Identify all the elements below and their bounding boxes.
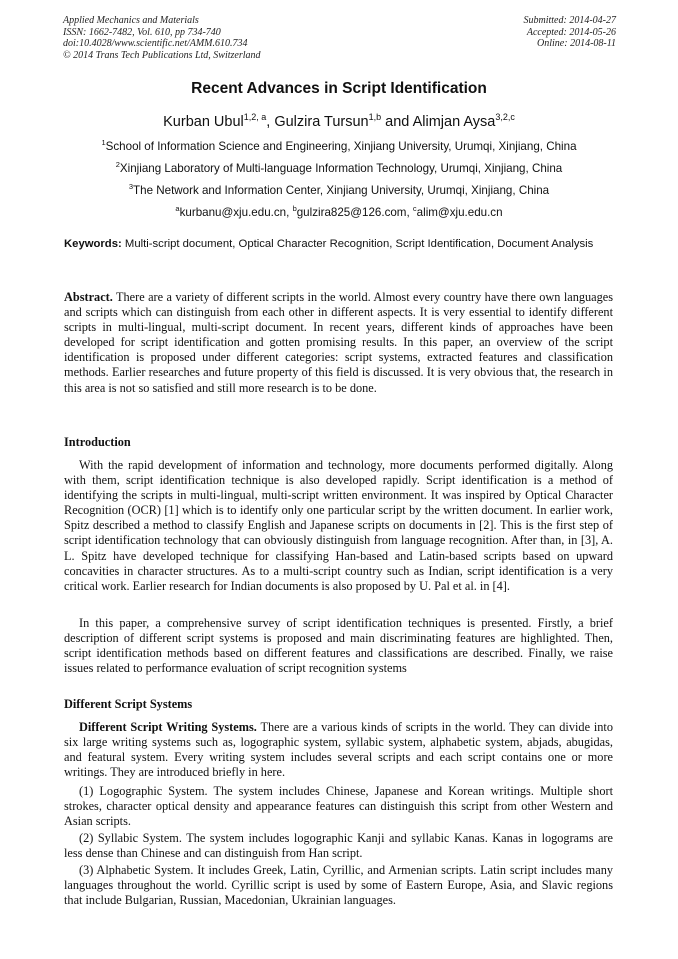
email-address[interactable]: gulzira825@126.com,	[296, 206, 413, 219]
abstract-text: There are a variety of different scripts in the world. Almost every country have there own languages and scripts which can distinguish from each other in different aspects. It is very essential to identify different scripts in multi-lingual, multi-script document. In recent years, different kinds of approaches have been developed for script identification and gotten promising results. In this paper, an overview of the script identification is proposed under different categories: script systems, extracted features and classification methods. Earlier researches and future property of this field is discussed. It is very obvious that, the research in this area is not so satisfied and still more research is to be done.	[64, 290, 613, 395]
submission-dates	[524, 15, 617, 50]
affiliation-text: School of Information Science and Engineering, Xinjiang University, Urumqi, Xinjiang, China	[105, 140, 577, 153]
paragraph: (3) Alphabetic System. It includes Greek, Latin, Cyrillic, and Armenian scripts. Latin script includes many languages throughout the world. Cyrillic script is used by some of Eastern Europe, Asia, and Slavic regions that include Bulgarian, Russian, Macedonian, Ukrainian languages.	[64, 863, 613, 908]
paragraph	[64, 720, 613, 780]
email-address[interactable]: kurbanu@xju.edu.cn,	[179, 206, 293, 219]
author-separator: and	[381, 114, 413, 130]
online-date: Online: 2014-08-11	[537, 38, 616, 49]
section-heading-different-script-systems: Different Script Systems	[64, 697, 193, 711]
paper-title: Recent Advances in Script Identification	[191, 80, 487, 97]
keywords-text: Multi-script document, Optical Character Recognition, Script Identification, Document Analysis	[121, 238, 594, 250]
journal-info	[63, 15, 261, 61]
author-name: Alimjan Aysa	[412, 114, 496, 130]
copyright-line: © 2014 Trans Tech Publications Ltd, Switzerland	[63, 49, 261, 61]
author-name: Gulzira Tursun	[274, 114, 369, 130]
keywords-section	[64, 238, 613, 252]
journal-name: Applied Mechanics and Materials	[63, 15, 199, 26]
doi-line: doi:10.4028/www.scientific.net/AMM.610.734	[63, 38, 248, 49]
abstract-label: Abstract.	[64, 290, 113, 304]
author-separator: ,	[266, 114, 275, 130]
run-in-heading: Different Script Writing Systems.	[79, 720, 257, 734]
abstract	[64, 290, 613, 396]
affiliation-number: 1	[101, 138, 106, 147]
email-marker: c	[412, 204, 417, 213]
affiliation	[0, 138, 678, 153]
email-marker: b	[292, 204, 297, 213]
email-address[interactable]: alim@xju.edu.cn	[416, 206, 503, 219]
author-affiliation-marker: 1,b	[368, 112, 382, 122]
issn-line: ISSN: 1662-7482, Vol. 610, pp 734-740	[63, 26, 221, 38]
keywords-label: Keywords:	[64, 238, 122, 250]
paragraph: In this paper, a comprehensive survey of script identification techniques is presented. Firstly, a brief description of different script systems is proposed and main discriminating features are highlighted. Then, script identification methods based on different features and classifications are described. Finally, we raise issues related to performance evaluation of script recognition systems	[64, 616, 613, 676]
section-heading-introduction: Introduction	[64, 435, 131, 449]
submitted-date: Submitted: 2014-04-27	[523, 15, 616, 26]
paragraph: With the rapid development of information and technology, more documents performed digitally. Along with them, script identification technique is also developed rapidly. Script identification is a method of identifying the scripts in multi-lingual, multi-script written environment. It was inspired by Optical Character Recognition (OCR) [1] which is to identify only one particular script by the written document. In earlier work, Spitz described a method to classify English and Japanese scripts on documents in [2]. This is the first step of script identification technology that can obviously distinguish from language recognition. After than, in [3], A. L. Spitz have developed technique for classifying Han-based and Latin-based scripts based on upward concavities in character structures. As to a multi-script country such as Indian, script identification is a very critical work. Earlier research for Indian documents is also proposed by U. Pal et al. in [4].	[64, 458, 613, 593]
affiliation-number: 3	[128, 182, 134, 191]
author-affiliation-marker: 3,2,c	[495, 112, 515, 122]
author-list	[0, 112, 678, 130]
paragraph: (1) Logographic System. The system includes Chinese, Japanese and Korean writings. Multiple short strokes, character optical density and appearance features can distinguish this script from other Western and Asian scripts.	[64, 784, 613, 829]
affiliation-number: 2	[115, 160, 120, 169]
author-affiliation-marker: 1,2, a	[243, 112, 267, 122]
affiliation-text: The Network and Information Center, Xinjiang University, Urumqi, Xinjiang, China	[133, 184, 550, 197]
paragraph: (2) Syllabic System. The system includes logographic Kanji and syllabic Kanas. Kanas in logograms are less dense than Chinese and can distinguish from Han script.	[64, 831, 613, 861]
accepted-date: Accepted: 2014-05-26	[526, 26, 616, 38]
affiliation	[0, 182, 678, 197]
paragraph-text: There are a various kinds of scripts in the world. They can divide into six large writing systems such as, logographic system, syllabic system, alphabetic system, abjads, abugidas, and featural system. Every writing system includes several scripts and each script contains one or more writings. They are introduced briefly in here.	[64, 720, 613, 780]
affiliation-text: Xinjiang Laboratory of Multi-language Information Technology, Urumqi, Xinjiang, China	[119, 162, 563, 175]
author-name: Kurban Ubul	[163, 114, 244, 130]
author-emails	[0, 204, 678, 219]
affiliation	[0, 160, 678, 175]
email-marker: a	[175, 204, 180, 213]
